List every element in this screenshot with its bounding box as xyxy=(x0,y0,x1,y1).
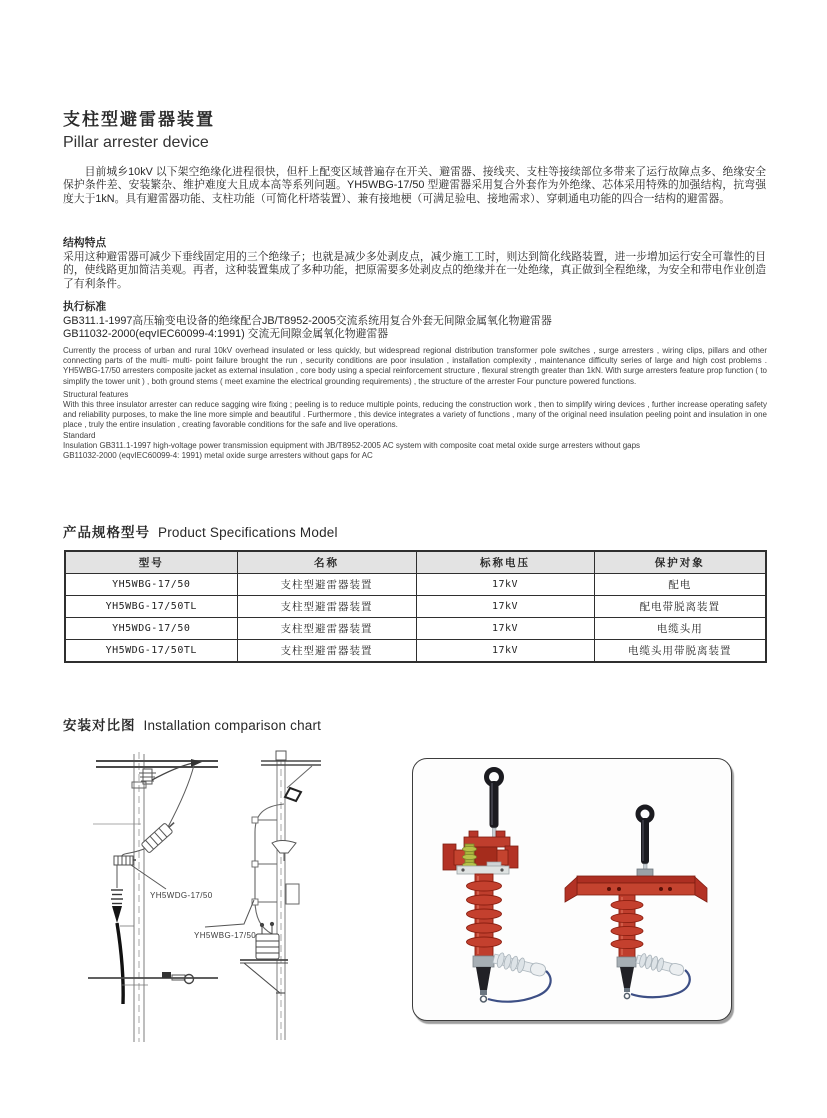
cell-protection: 配电 xyxy=(594,574,766,596)
product-photo-panel xyxy=(412,758,732,1021)
angled-arrester xyxy=(141,818,178,853)
cell-name: 支柱型避雷器装置 xyxy=(237,640,416,663)
table-row xyxy=(65,618,766,640)
pole-comparison-diagram xyxy=(78,748,410,1055)
arrester-photo-right xyxy=(565,807,707,999)
features-paragraph-en: With this three insulator arrester can reduce sagging wire fixing ; peeling is to reduce multiple points, reducing the construction work , then to simplify wiring devices , further increase operating safety and reliability purposes, to make the line more simple and beautiful . Furthermore , this device integrates a variety of functions , many of the original need insulation peeling point and insulation in one place , truly the entire insulation , creating favorable conditions for the safe and live operations. xyxy=(63,400,767,430)
cell-voltage: 17kV xyxy=(416,574,594,596)
cell-model: YH5WBG-17/50TL xyxy=(65,596,237,618)
table-row xyxy=(65,596,766,618)
cell-model: YH5WDG-17/50TL xyxy=(65,640,237,663)
install-heading-zh: 安装对比图 xyxy=(63,718,136,733)
standard-line-2-en: GB11032-2000 (eqvIEC60099-4: 1991) metal oxide surge arresters without gaps for AC xyxy=(63,451,373,461)
cell-voltage: 17kV xyxy=(416,596,594,618)
cell-model: YH5WDG-17/50 xyxy=(65,618,237,640)
indicator-insulator xyxy=(463,844,477,868)
cone-tip xyxy=(620,967,634,988)
cable-cone xyxy=(112,906,122,923)
cell-model: YH5WBG-17/50 xyxy=(65,574,237,596)
column-header-voltage: 标称电压 xyxy=(416,551,594,574)
ground-cable xyxy=(117,923,123,1004)
intro-paragraph-zh: 目前城乡10kV 以下架空绝缘化进程很快，但杆上配变区域普遍存在开关、避雷器、接线夹、支柱等接续部位多带来了运行故障点多、绝缘安全保护条件差、安装繁杂、维护难度大且成本高等系列问题。YH5WBG-17/50 型避雷器采用复合外套作为外绝缘、芯体采用特殊的加强结构，抗弯强度大于1kN。具有避雷器功能、支柱功能（可简化杆塔装置）、兼有接地梗（可满足验电、接地需求）、穿刺通电功能的四合一结构的避雷器。 xyxy=(63,166,766,205)
transformer-bracket xyxy=(240,960,288,993)
cone-tip xyxy=(476,967,491,990)
spec-heading-zh: 产品规格型号 xyxy=(63,525,150,540)
pole-diagram-right xyxy=(194,751,321,1040)
standard-line-1-en: Insulation GB311.1-1997 high-voltage power transmission equipment with JB/T8952-2005 AC system with composite coat metal oxide surge arresters without gaps xyxy=(63,440,641,450)
table-row xyxy=(65,574,766,596)
arrester-column xyxy=(611,895,643,957)
standard-line-2-zh: GB11032-2000(eqvIEC60099-4:1991) 交流无间隙金属氧化物避雷器 xyxy=(63,328,389,340)
cell-name: 支柱型避雷器装置 xyxy=(237,596,416,618)
cable-sheds xyxy=(111,890,123,904)
drawing-label-left: YH5WDG-17/50 xyxy=(150,891,213,900)
pole-box xyxy=(286,884,299,904)
cell-name: 支柱型避雷器装置 xyxy=(237,574,416,596)
column-header-model: 型号 xyxy=(65,551,237,574)
arrester-photos xyxy=(413,759,731,1020)
english-text-block xyxy=(63,346,767,461)
cell-protection: 配电带脱离装置 xyxy=(594,596,766,618)
spec-section-heading xyxy=(63,521,338,541)
column-header-protection: 保护对象 xyxy=(594,551,766,574)
arrester-column xyxy=(467,874,502,956)
clamp-fitting xyxy=(285,788,301,801)
standard-heading-en: Standard xyxy=(63,430,96,440)
cable-terminal-insulator xyxy=(492,951,547,978)
cell-protection: 电缆头用 xyxy=(594,618,766,640)
features-heading-zh: 结构特点 xyxy=(63,237,107,249)
install-section-heading xyxy=(63,714,321,734)
drawing-label-right: YH5WBG-17/50 xyxy=(194,931,257,940)
pole-diagram-left xyxy=(88,752,218,1042)
standard-line-1-zh: GB311.1-1997高压输变电设备的绝缘配合JB/T8952-2005交流系统用复合外套无间隙金属氧化物避雷器 xyxy=(63,315,552,327)
column-header-name: 名称 xyxy=(237,551,416,574)
intro-paragraph-en: Currently the process of urban and rural 10kV overhead insulated or less quickly, but widespread regional distribution transformer pole switches , surge arresters , wiring clips, pillars and other connecting parts of the multi- multi- point failure brought the run , security conditions are poor insulation , installation complexity , maintenance difficulty series of large and high cost problems . YH5WBG-17/50 arresters composite jacket as external insulation , core body using a special reinforcement structure , flexural strength greater than 1kN. With surge arresters feature prop function ( to simplify the tower unit ) , both ground stems ( meet examine the electrical grounding requirements) , the structure of the arrester Four puncture powered functions. xyxy=(63,346,767,386)
page-title-zh: 支柱型避雷器装置 xyxy=(63,110,215,129)
install-heading-en: Installation comparison chart xyxy=(143,718,322,733)
features-heading-en: Structural features xyxy=(63,389,129,399)
features-paragraph-zh: 采用这种避雷器可减少下垂线固定用的三个绝缘子；也就是减少多处剥皮点，减少施工工时，则达到简化线路装置，进一步增加运行安全可靠性的目的，使线路更加简洁美观。再者，这种装置集成了多种功能，把原需要多处剥皮点的绝缘并在一处绝缘，真正做到全程绝缘，为安全和带电作业创造了有利条件。 xyxy=(63,251,766,290)
cable-terminal-insulator xyxy=(635,952,685,977)
installation-drawing xyxy=(78,748,410,1055)
horizontal-arrester xyxy=(114,856,136,865)
cell-voltage: 17kV xyxy=(416,618,594,640)
cell-voltage: 17kV xyxy=(416,640,594,663)
spec-heading-en: Product Specifications Model xyxy=(158,525,338,540)
crossarm-top-right xyxy=(261,761,321,765)
table-header-row xyxy=(65,551,766,574)
cable-loop xyxy=(255,804,284,934)
arrester-photo-left xyxy=(443,770,551,1003)
termination-cup xyxy=(272,841,296,862)
table-row xyxy=(65,640,766,663)
crossarm-beam xyxy=(565,869,707,902)
transformer xyxy=(256,922,279,959)
spec-table xyxy=(64,550,767,663)
cell-name: 支柱型避雷器装置 xyxy=(237,618,416,640)
cell-protection: 电缆头用带脱离装置 xyxy=(594,640,766,663)
mounting-bracket xyxy=(443,831,518,870)
page-title-en: Pillar arrester device xyxy=(63,134,209,151)
standard-heading-zh: 执行标准 xyxy=(63,301,107,313)
